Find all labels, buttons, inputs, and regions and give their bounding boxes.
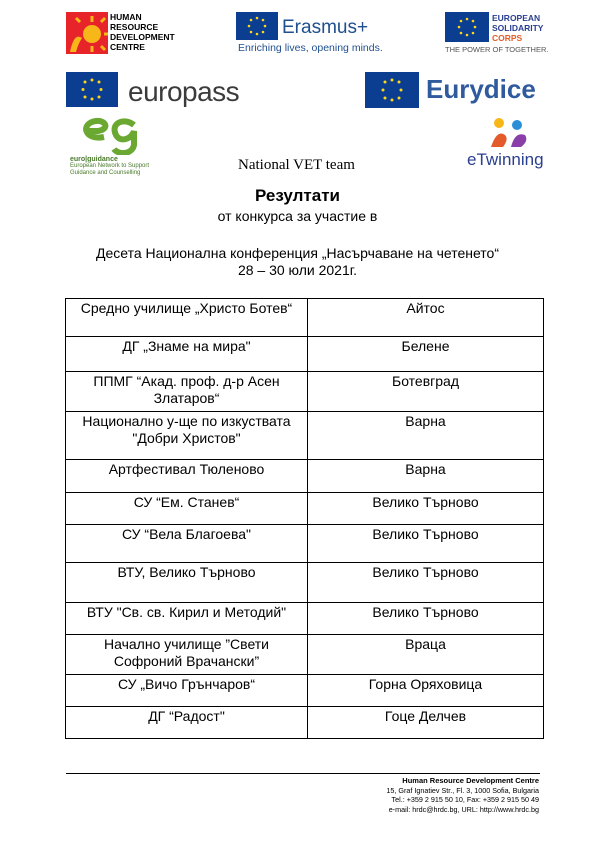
city-cell: Гоце Делчев: [308, 707, 544, 739]
city-cell: Велико Търново: [308, 525, 544, 563]
table-row: [66, 337, 544, 372]
school-cell: ДГ „Знаме на мира": [66, 337, 308, 372]
school-cell: ВТУ "Св. св. Кирил и Методий": [66, 603, 308, 635]
euroguidance-logo-text: euro|guidance European Network to Support Guidance and Counselling: [70, 156, 150, 176]
table-row: [66, 563, 544, 603]
table-row: [66, 525, 544, 563]
school-cell: СУ “Ем. Станев“: [66, 493, 308, 525]
europass-flag-icon: [66, 72, 118, 112]
table-row: [66, 493, 544, 525]
eurydice-logo-text: Eurydice: [426, 74, 536, 104]
esc-logo-text: EUROPEAN SOLIDARITY CORPS: [492, 13, 544, 43]
erasmus-tagline: Enriching lives, opening minds.: [238, 42, 383, 54]
hrdc-logo-icon: [66, 12, 108, 54]
page-subtitle: от конкурса за участие в: [217, 208, 378, 224]
euroguidance-logo-icon: [76, 115, 140, 160]
school-cell: Средно училище „Христо Ботев“: [66, 299, 308, 337]
city-cell: Ботевград: [308, 372, 544, 412]
esc-tagline: THE POWER OF TOGETHER.: [445, 45, 549, 54]
table-row: [66, 603, 544, 635]
school-cell: СУ „Вичо Грънчаров“: [66, 675, 308, 707]
etwinning-logo-text: eTwinning: [467, 150, 544, 169]
table-row: [66, 707, 544, 739]
results-table: [65, 298, 544, 739]
conference-name: Десета Национална конференция „Насърчаване на четенето“: [95, 245, 499, 261]
school-cell: ВТУ, Велико Търново: [66, 563, 308, 603]
footer-divider: [66, 773, 540, 774]
city-cell: Айтос: [308, 299, 544, 337]
footer-contact: e-mail: hrdc@hrdc.bg, URL: http://www.hrdc.bg: [388, 804, 539, 814]
europass-logo-text: europass: [128, 76, 240, 107]
school-cell: СУ “Вела Благоева": [66, 525, 308, 563]
city-cell: Враца: [308, 635, 544, 675]
erasmus-flag-icon: [236, 12, 278, 45]
footer: [300, 776, 539, 814]
esc-flag-icon: [445, 12, 489, 47]
school-cell: Начално училище ”Свети Софроний Врачански”: [66, 635, 308, 675]
school-cell: ППМГ “Акад. проф. д-р Асен Златаров“: [66, 372, 308, 412]
city-cell: Белене: [308, 337, 544, 372]
table-row: [66, 412, 544, 460]
national-vet-team: National VET team: [238, 157, 355, 173]
table-row: [66, 635, 544, 675]
footer-org: Human Resource Development Centre: [402, 776, 539, 785]
table-row: [66, 460, 544, 493]
table-row: [66, 675, 544, 707]
conference-heading: [0, 245, 595, 279]
hrdc-logo-text: HUMAN RESOURCE DEVELOPMENT CENTRE: [110, 12, 175, 52]
city-cell: Велико Търново: [308, 603, 544, 635]
city-cell: Варна: [308, 412, 544, 460]
school-cell: Артфестивал Тюленово: [66, 460, 308, 493]
city-cell: Варна: [308, 460, 544, 493]
table-row: [66, 372, 544, 412]
city-cell: Велико Търново: [308, 563, 544, 603]
page-title: Резултати: [255, 186, 340, 205]
footer-address: 15, Graf Ignatiev Str., Fl. 3, 1000 Sofia, Bulgaria: [386, 785, 539, 795]
school-cell: ДГ “Радост": [66, 707, 308, 739]
erasmus-logo-text: Erasmus+: [282, 17, 369, 38]
city-cell: Велико Търново: [308, 493, 544, 525]
city-cell: Горна Оряховица: [308, 675, 544, 707]
table-row: [66, 299, 544, 337]
eurydice-flag-icon: [365, 72, 419, 113]
conference-dates: 28 – 30 юли 2021г.: [237, 262, 358, 278]
school-cell: Национално у-ще по изкуствата "Добри Христов": [66, 412, 308, 460]
footer-phone: Tel.: +359 2 915 50 10, Fax: +359 2 915 50 49: [391, 795, 539, 804]
